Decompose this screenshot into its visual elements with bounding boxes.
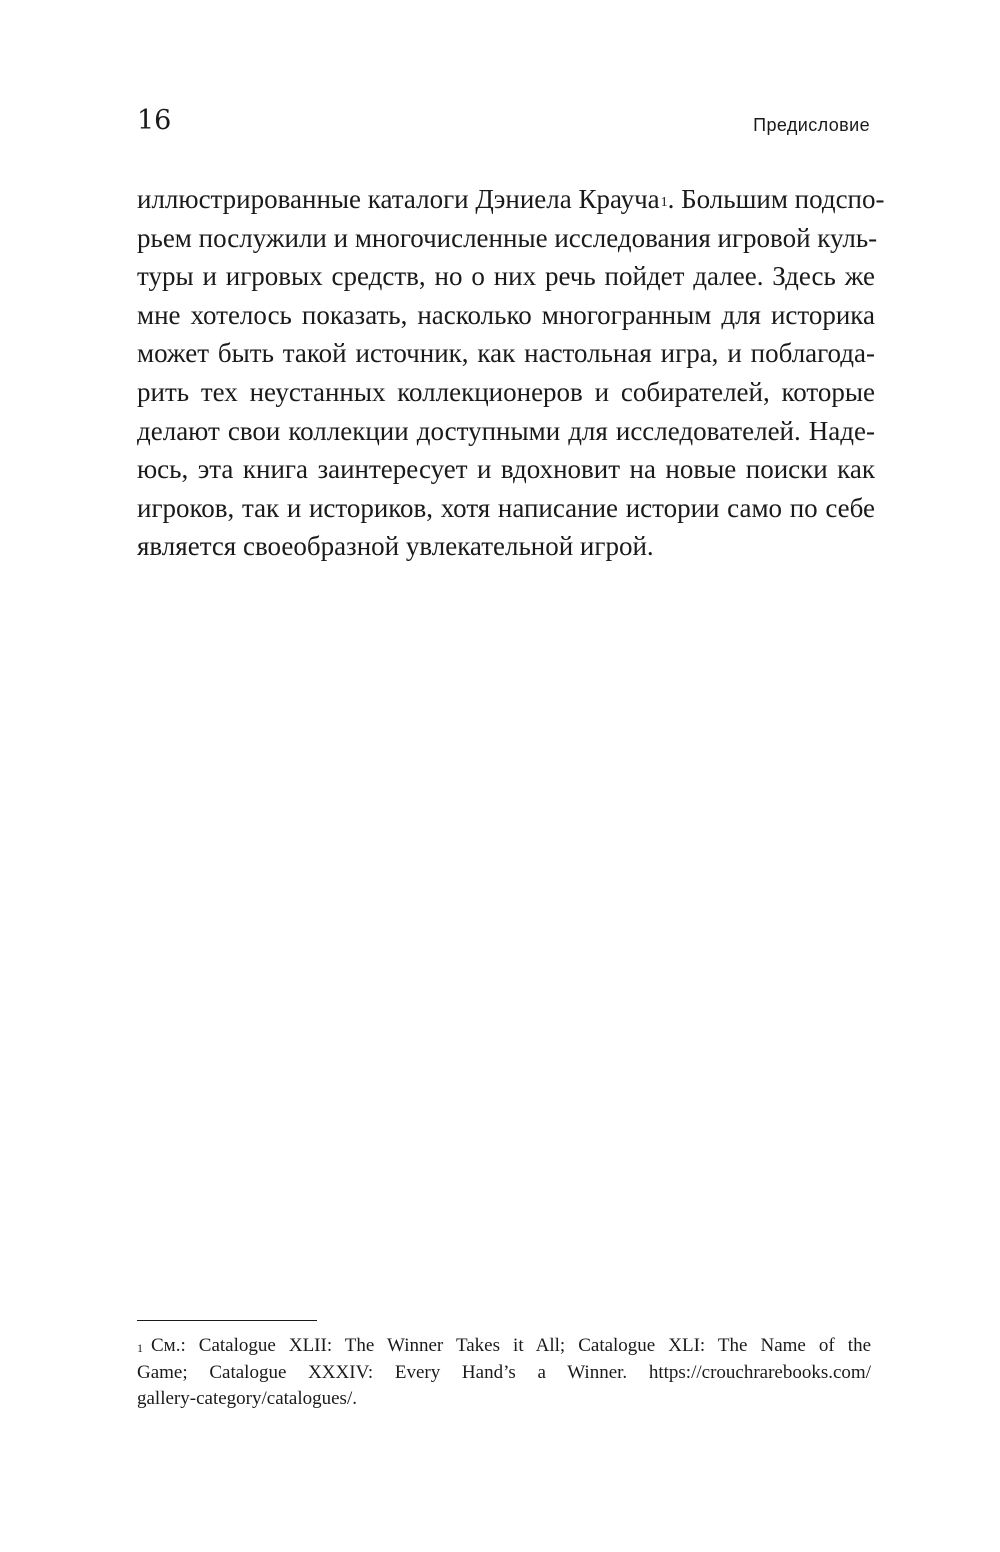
body-line: рьем послужили и многочисленные исследования игровой куль-: [137, 222, 878, 253]
body-line: мне хотелось показать, насколько многогранным для историка: [137, 299, 875, 330]
body-line: туры и игровых средств, но о них речь пойдет далее. Здесь же: [137, 261, 875, 292]
footnote-reference: 1: [660, 195, 668, 210]
body-line: рить тех неустанных коллекционеров и собирателей, которые: [137, 376, 875, 407]
footnote: [137, 1333, 871, 1413]
body-line: может быть такой источник, как настольная игра, и поблагода-: [137, 338, 875, 369]
body-line: [137, 180, 885, 219]
footnote-line: [137, 1333, 871, 1360]
body-text: [137, 180, 885, 566]
body-line: делают свои коллекции доступными для исследователей. Наде-: [137, 415, 875, 446]
page-number: 16: [137, 105, 172, 136]
footnote-divider: [137, 1320, 317, 1321]
footnote-line: Game; Catalogue XXXIV: Every Hand’s a Winner. https://crouchrarebooks.com/: [137, 1361, 871, 1383]
footnote-line: gallery-category/catalogues/.: [137, 1388, 357, 1409]
footnote-line-text: См.: Catalogue XLII: The Winner Takes it All; Catalogue XLI: The Name of the: [151, 1335, 871, 1356]
footnote-mark: 1: [137, 1341, 143, 1355]
body-line: является своеобразной увлекательной игрой.: [137, 531, 654, 562]
body-line: юсь, эта книга заинтересует и вдохновит на новые поиски как: [137, 454, 875, 485]
body-line-text: . Большим подспо-: [667, 184, 885, 214]
body-line-text: иллюстрированные каталоги Дэниела Крауча: [137, 184, 660, 214]
running-header: Предисловие: [753, 115, 870, 135]
body-line: игроков, так и историков, хотя написание истории само по себе: [137, 492, 875, 523]
